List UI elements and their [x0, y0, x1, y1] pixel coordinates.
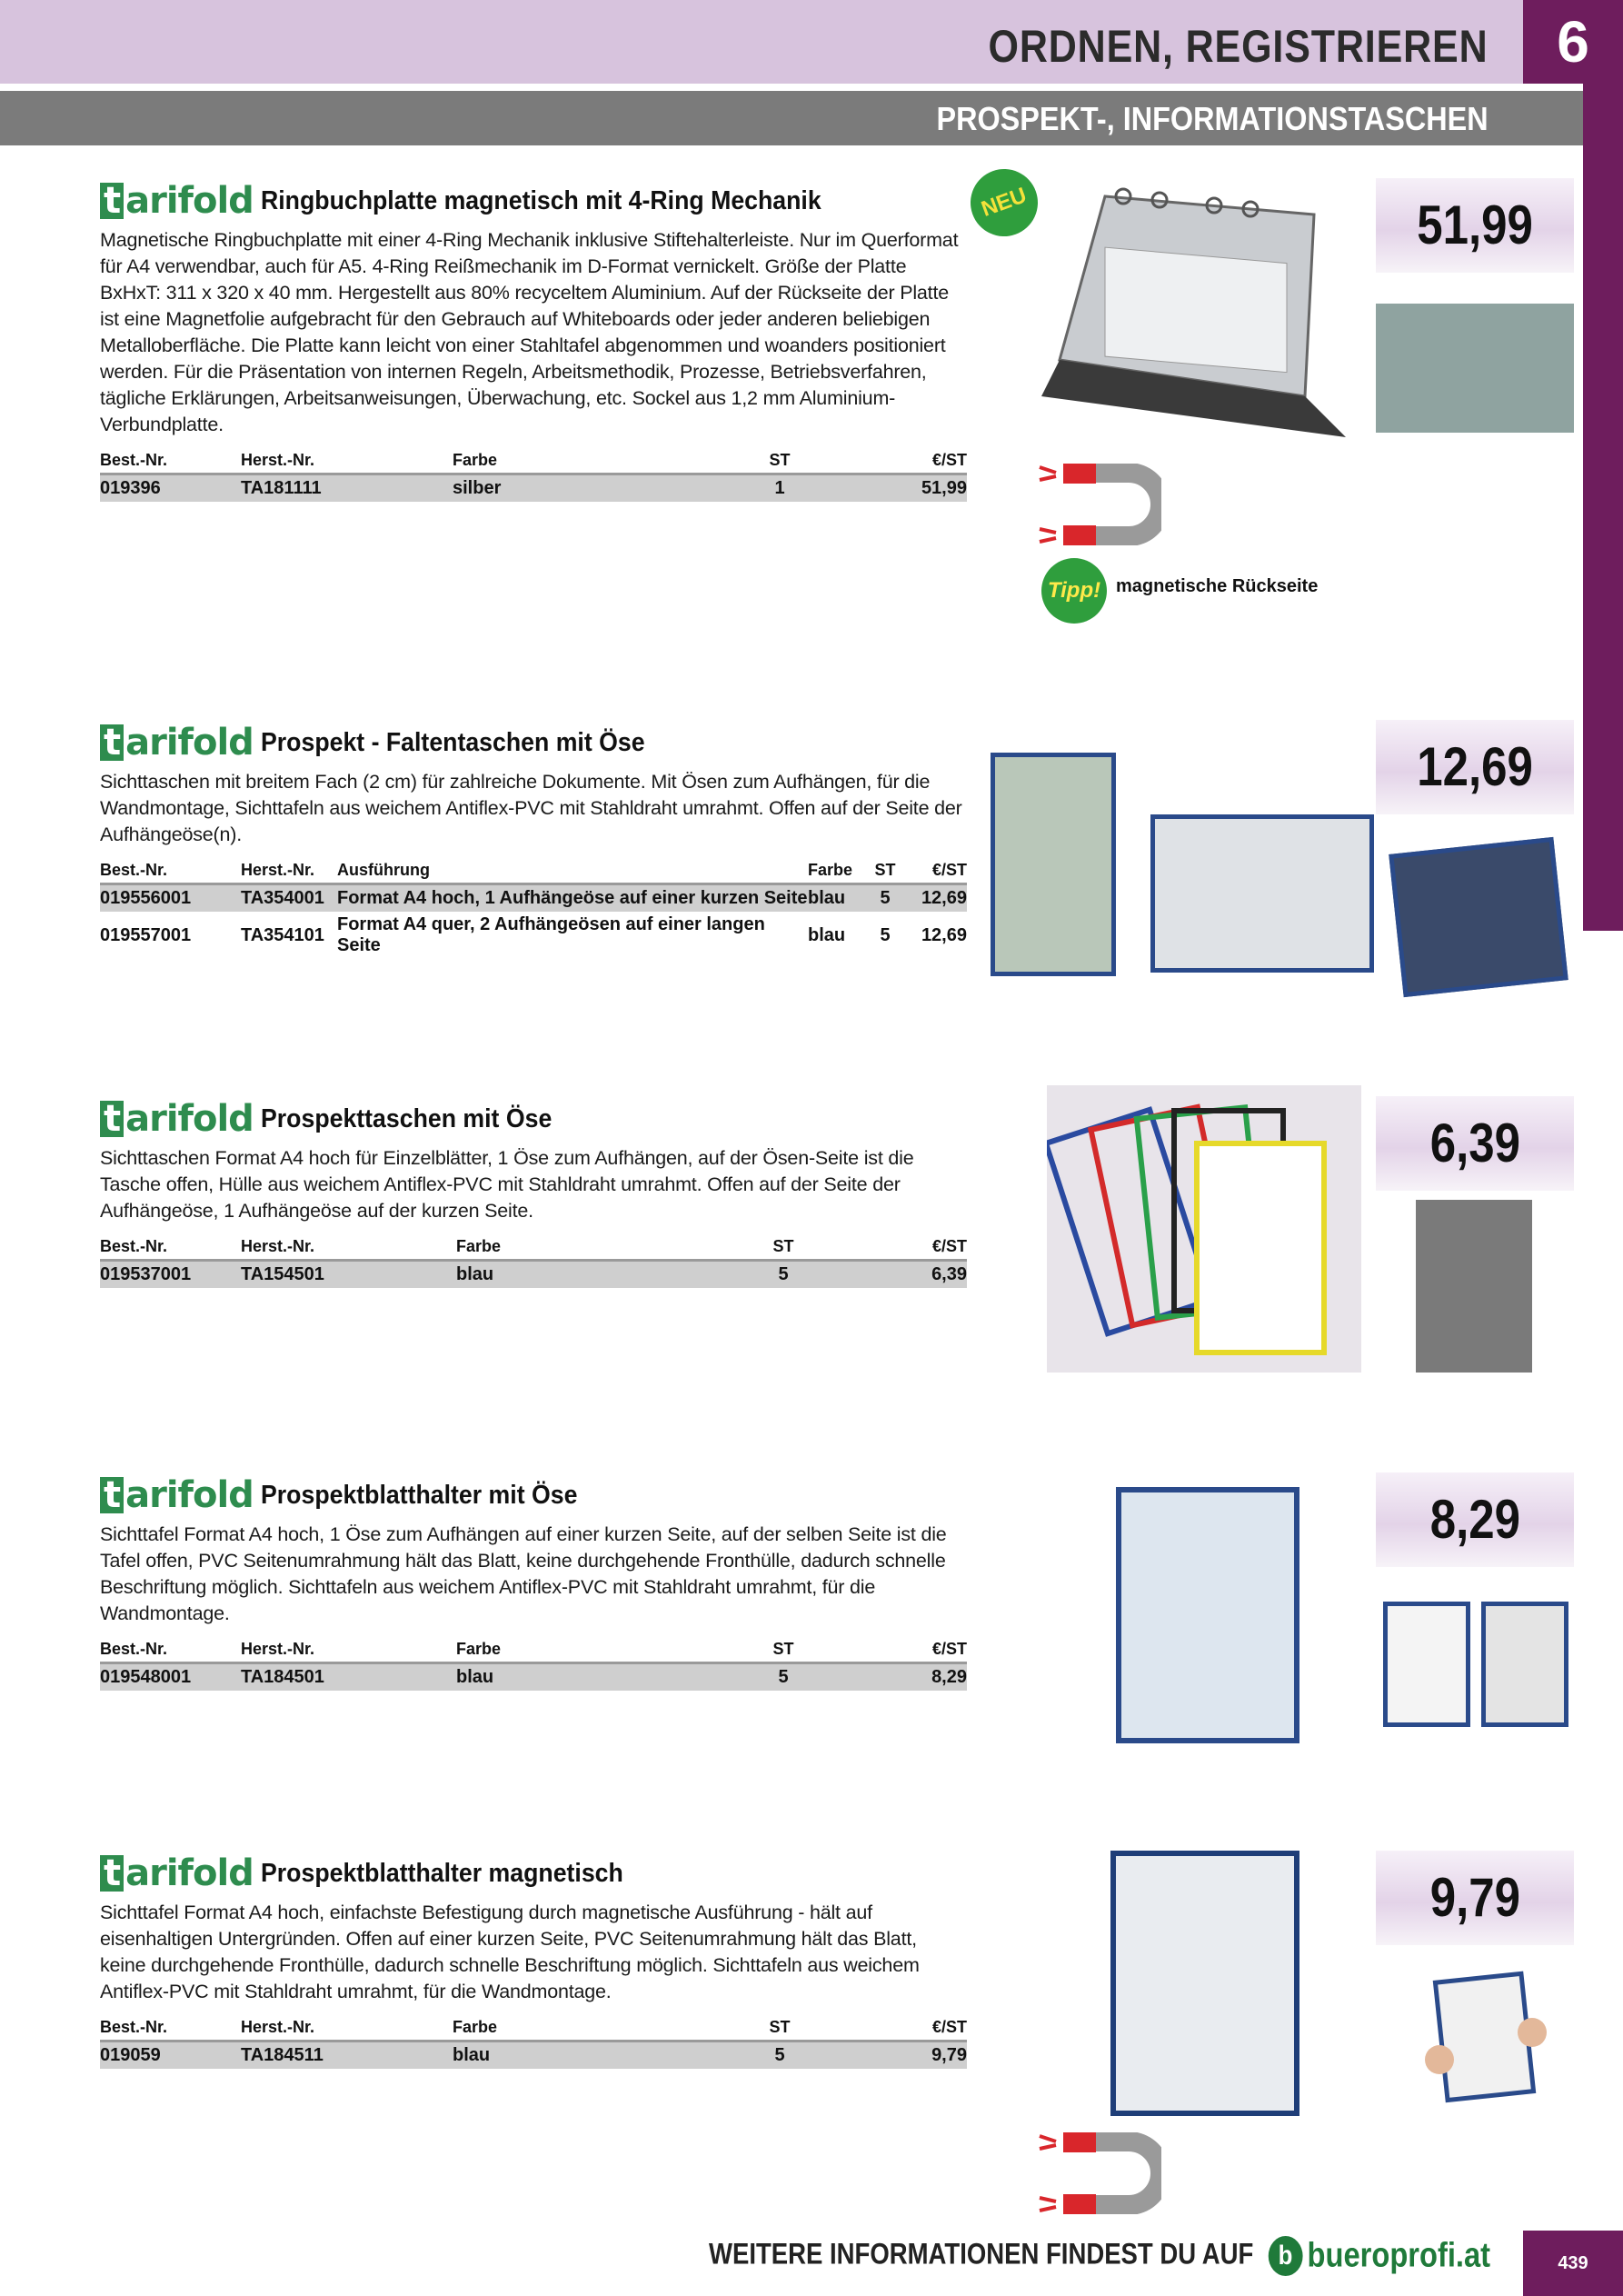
product-name: Ringbuchplatte magnetisch mit 4-Ring Mechanik	[260, 185, 821, 215]
subheader-band	[0, 87, 1583, 145]
product-description: Sichttaschen Format A4 hoch für Einzelblätter, 1 Öse zum Aufhängen, auf der Ösen-Seite ist die Tasche offen, Hülle aus weichem Antiflex-PVC mit Stahldraht umrahmt. Offen auf der Seite der Aufhängeöse, 1 Aufhängeöse auf der kurzen Seite.	[100, 1147, 914, 1222]
col-header: Best.-Nr.	[100, 2016, 241, 2041]
variant: Format A4 quer, 2 Aufhängeösen auf einer langen Seite	[337, 912, 808, 959]
product-name: Prospekt - Faltentaschen mit Öse	[260, 727, 645, 757]
footer-text: WEITERE INFORMATIONEN FINDEST DU AUF	[709, 2237, 1254, 2271]
col-header: €/ST	[793, 449, 967, 474]
manufacturer-number: TA154501	[241, 1261, 456, 1289]
price-badge: 51,99	[1376, 178, 1574, 273]
col-header: €/ST	[797, 1638, 967, 1663]
table-row[interactable]	[100, 1261, 967, 1289]
tip-text: magnetische Rückseite	[1116, 576, 1319, 596]
unit-price: 12,69	[899, 912, 967, 959]
tip-badge: Tipp!	[1041, 558, 1107, 624]
unit-price: 6,39	[797, 1261, 967, 1289]
order-number: 019548001	[100, 1663, 241, 1692]
col-header: Best.-Nr.	[100, 1638, 241, 1663]
col-header: Ausführung	[337, 859, 808, 884]
unit-price: 12,69	[899, 884, 967, 913]
col-header: ST	[766, 2016, 793, 2041]
table-row[interactable]	[100, 912, 967, 959]
tarifold-logo: t arifold	[100, 1101, 254, 1137]
footer-site: bueroprofi.at	[1307, 2236, 1491, 2275]
quantity: 5	[770, 1261, 797, 1289]
col-header: Herst.-Nr.	[241, 1638, 456, 1663]
col-header: ST	[766, 449, 793, 474]
product-table	[100, 1638, 967, 1691]
variant: Format A4 hoch, 1 Aufhängeöse auf einer kurzen Seite	[337, 884, 808, 913]
header-band	[0, 0, 1523, 84]
chapter-number: 6	[1523, 0, 1623, 84]
product-table	[100, 1235, 967, 1288]
bueroprofi-logo-icon: b	[1269, 2236, 1303, 2276]
product-photo-wall	[1376, 304, 1574, 433]
manufacturer-number: TA354001	[241, 884, 337, 913]
product-image-pocket-portrait	[991, 753, 1116, 976]
tarifold-logo: t arifold	[100, 1477, 254, 1513]
col-header: €/ST	[797, 1235, 967, 1261]
col-header: Farbe	[808, 859, 871, 884]
manufacturer-number: TA354101	[241, 912, 337, 959]
product-photo-holder-empty	[1481, 1602, 1568, 1727]
product-photo-person	[1416, 1200, 1532, 1373]
section-title: PROSPEKT-, INFORMATIONSTASCHEN	[936, 100, 1489, 137]
magnet-icon	[1038, 2132, 1161, 2219]
product-description: Sichttafel Format A4 hoch, einfachste Befestigung durch magnetische Ausführung - hält auf eisenhaltigen Untergründen. Offen auf einer kurzen Seite, PVC Seitenumrahmung hält das Blatt, keine durchgehende Fronthülle, dadurch schnelle Beschriftung möglich. Sichttafeln aus weichem Antiflex-PVC mit Stahldraht umrahmt, für die Wandmontage.	[100, 1902, 920, 2002]
unit-price: 51,99	[793, 474, 967, 503]
product-description: Sichttaschen mit breitem Fach (2 cm) für zahlreiche Dokumente. Mit Ösen zum Aufhängen, für die Wandmontage, Sichttafeln aus weichem Antiflex-PVC mit Stahldraht umrahmt. Offen auf der Seite der Aufhängeöse(n).	[100, 771, 962, 845]
product-photo-pocket-filled	[1389, 837, 1568, 997]
col-header: €/ST	[793, 2016, 967, 2041]
product-image-magnetic-holder	[1110, 1851, 1299, 2116]
manufacturer-number: TA184511	[241, 2041, 453, 2070]
col-header: ST	[770, 1638, 797, 1663]
quantity: 5	[770, 1663, 797, 1692]
color: blau	[808, 912, 871, 959]
col-header: Farbe	[456, 1638, 770, 1663]
col-header: Farbe	[453, 2016, 766, 2041]
product-blatthalter-oese	[100, 1472, 967, 1691]
price-badge: 9,79	[1376, 1851, 1574, 1945]
col-header: Herst.-Nr.	[241, 1235, 456, 1261]
product-photo-holder-written	[1383, 1602, 1470, 1727]
quantity: 5	[766, 2041, 793, 2070]
manufacturer-number: TA184501	[241, 1663, 456, 1692]
table-row[interactable]	[100, 884, 967, 913]
page-number: 439	[1523, 2231, 1623, 2296]
col-header: Herst.-Nr.	[241, 2016, 453, 2041]
chapter-sidebar	[1583, 84, 1623, 931]
bueroprofi-link[interactable]	[1269, 2236, 1491, 2276]
unit-price: 9,79	[793, 2041, 967, 2070]
col-header: Farbe	[456, 1235, 770, 1261]
product-table	[100, 449, 967, 502]
order-number: 019557001	[100, 912, 241, 959]
product-description: Sichttafel Format A4 hoch, 1 Öse zum Aufhängen auf einer kurzen Seite, auf der selben Seite ist die Tafel offen, PVC Seitenumrahmung hält das Blatt, keine durchgehende Fronthülle, dadurch schnelle Beschriftung möglich. Sichttafeln aus weichem Antiflex-PVC mit Stahldraht umrahmt, für die Wandmontage.	[100, 1523, 947, 1624]
col-header: Best.-Nr.	[100, 1235, 241, 1261]
product-name: Prospekttaschen mit Öse	[260, 1103, 553, 1133]
col-header: Best.-Nr.	[100, 859, 241, 884]
price-badge: 8,29	[1376, 1472, 1574, 1567]
col-header: Best.-Nr.	[100, 449, 241, 474]
tarifold-logo: t arifold	[100, 724, 254, 761]
product-ringbuchplatte	[100, 178, 967, 502]
product-image-colored-pockets	[1047, 1085, 1361, 1373]
footer-info	[709, 2236, 1490, 2276]
product-table	[100, 2016, 967, 2069]
product-image-ringbinder	[1041, 178, 1363, 442]
col-header: €/ST	[899, 859, 967, 884]
table-row[interactable]	[100, 474, 967, 503]
col-header: ST	[770, 1235, 797, 1261]
color: blau	[453, 2041, 766, 2070]
product-name: Prospektblatthalter mit Öse	[260, 1480, 578, 1510]
tarifold-logo: t arifold	[100, 1855, 254, 1892]
col-header: Herst.-Nr.	[241, 449, 453, 474]
table-row[interactable]	[100, 2041, 967, 2070]
color: blau	[456, 1663, 770, 1692]
order-number: 019537001	[100, 1261, 241, 1289]
price-badge: 6,39	[1376, 1096, 1574, 1191]
quantity: 5	[871, 884, 899, 913]
order-number: 019059	[100, 2041, 241, 2070]
color: blau	[456, 1261, 770, 1289]
table-row[interactable]	[100, 1663, 967, 1692]
tarifold-logo: t arifold	[100, 183, 254, 219]
quantity: 5	[871, 912, 899, 959]
product-prospekttaschen	[100, 1096, 967, 1288]
price-badge: 12,69	[1376, 720, 1574, 814]
color: blau	[808, 884, 871, 913]
manufacturer-number: TA181111	[241, 474, 453, 503]
col-header: ST	[871, 859, 899, 884]
product-table	[100, 859, 967, 959]
col-header: Farbe	[453, 449, 766, 474]
product-blatthalter-magnetisch	[100, 1851, 967, 2069]
col-header: Herst.-Nr.	[241, 859, 337, 884]
color: silber	[453, 474, 766, 503]
order-number: 019396	[100, 474, 241, 503]
chapter-title: ORDNEN, REGISTRIEREN	[989, 21, 1489, 72]
product-image-holder-diagram	[1116, 1487, 1299, 1743]
new-badge: NEU	[961, 160, 1048, 246]
order-number: 019556001	[100, 884, 241, 913]
magnet-icon	[1038, 464, 1161, 550]
unit-price: 8,29	[797, 1663, 967, 1692]
quantity: 1	[766, 474, 793, 503]
product-description: Magnetische Ringbuchplatte mit einer 4-Ring Mechanik inklusive Stiftehalterleiste. Nur im Querformat für A4 verwendbar, auch für A5. 4-Ring Reißmechanik im D-Format vernickelt. Größe der Platte BxHxT: 311 x 320 x 40 mm. Hergestellt aus 80% recyceltem Aluminium. Auf der Rückseite der Platte ist eine Magnetfolie aufgebracht für den Gebrauch auf Whiteboards oder jeder anderen beliebigen Metalloberfläche. Die Platte kann leicht von einer Stahltafel abgenommen und woanders positioniert werden. Für die Präsentation von internen Regeln, Arbeitsmethodik, Prozesse, Betriebsverfahren, tägliche Erklärungen, Arbeitsanweisungen, Überwachung, etc. Sockel aus 1,2 mm Aluminium-Verbundplatte.	[100, 229, 959, 435]
product-name: Prospektblatthalter magnetisch	[260, 1858, 623, 1888]
product-photo-hands	[1423, 1969, 1559, 2105]
product-faltentaschen	[100, 720, 967, 959]
product-image-pocket-landscape	[1150, 814, 1374, 973]
